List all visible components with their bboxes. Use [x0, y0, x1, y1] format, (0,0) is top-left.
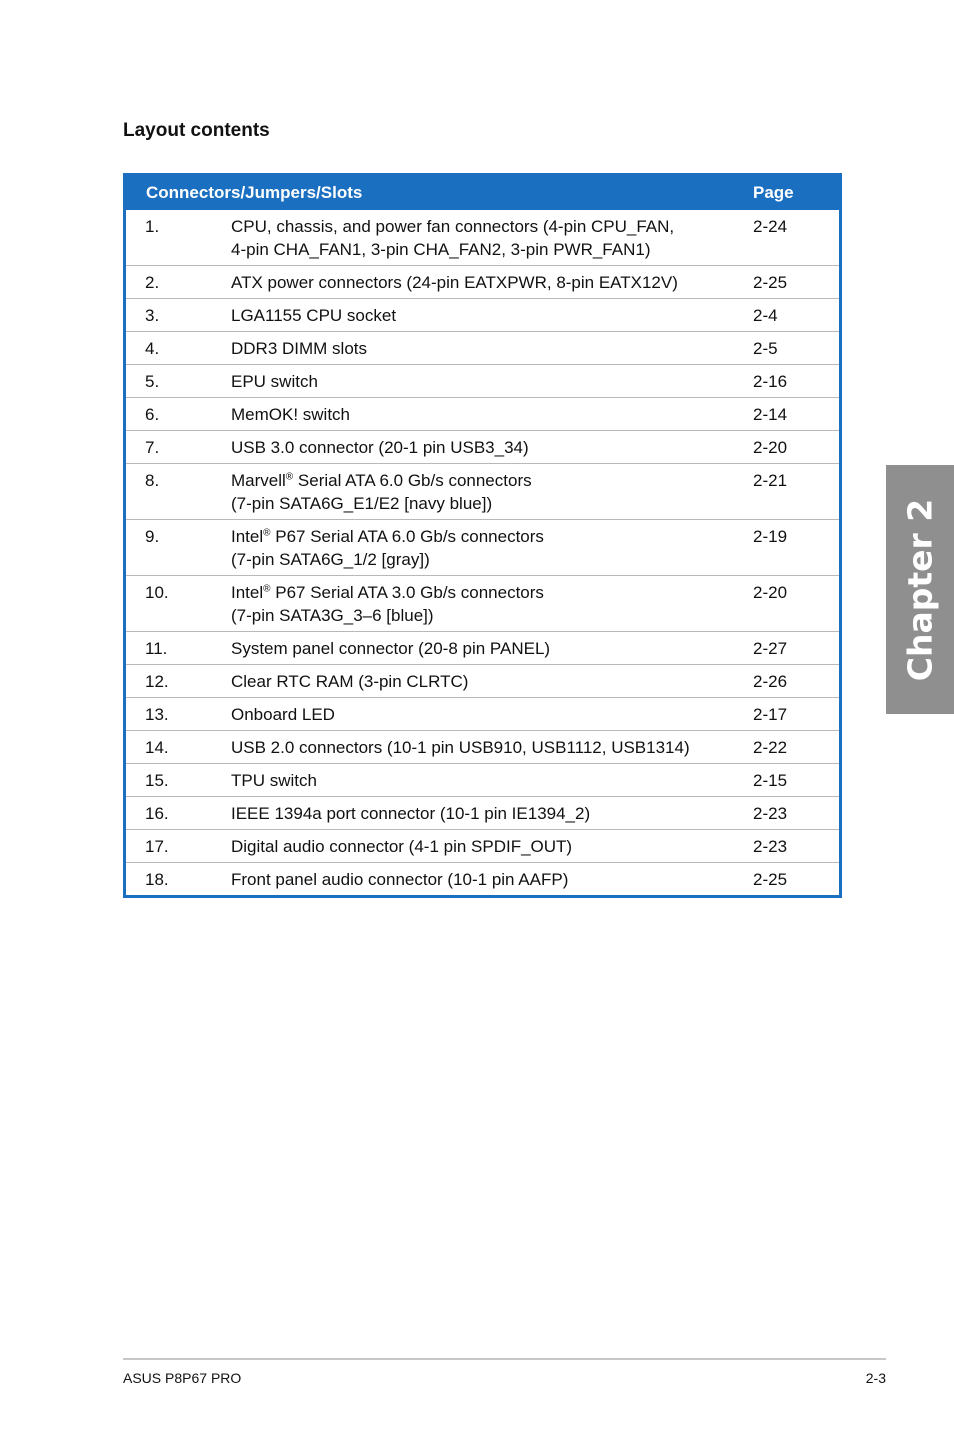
- row-number: 15.: [145, 771, 169, 790]
- row-number: 2.: [145, 273, 160, 292]
- registered-mark: ®: [285, 471, 294, 483]
- row-number: 12.: [145, 672, 169, 691]
- footer-page-number: 2-3: [865, 1370, 886, 1386]
- description-second-line: (7-pin SATA6G_1/2 [gray]): [231, 550, 430, 569]
- table-row: [126, 298, 839, 331]
- row-description: [231, 698, 731, 730]
- table-row: [126, 697, 839, 730]
- table-row: [126, 862, 839, 895]
- description-text: USB 3.0 connector (20-1 pin USB3_34): [231, 438, 529, 457]
- table-row: [126, 331, 839, 364]
- row-number: 3.: [145, 306, 160, 325]
- row-page: 2-14: [753, 405, 788, 424]
- description-text: Front panel audio connector (10-1 pin AAFP): [231, 870, 569, 889]
- row-page: 2-4: [753, 306, 778, 325]
- row-number: 13.: [145, 705, 169, 724]
- row-number: 10.: [145, 583, 169, 602]
- table-row: [126, 519, 839, 575]
- description-text: Intel: [231, 527, 264, 546]
- table-row: [126, 575, 839, 631]
- table-header: [126, 176, 839, 210]
- row-number: 17.: [145, 837, 169, 856]
- row-description: [231, 266, 731, 298]
- row-description: [231, 830, 731, 862]
- header-page: Page: [753, 183, 794, 202]
- row-description: [231, 576, 731, 631]
- table-row: [126, 397, 839, 430]
- row-description: [231, 632, 731, 664]
- layout-contents-table: [123, 173, 842, 898]
- row-page: 2-17: [753, 705, 788, 724]
- row-description: [231, 365, 731, 397]
- table-row: [126, 631, 839, 664]
- description-text: MemOK! switch: [231, 405, 351, 424]
- chapter-tab: [886, 465, 954, 714]
- row-description: [231, 520, 731, 575]
- row-description: [231, 210, 731, 265]
- row-description: [231, 764, 731, 796]
- row-description: [231, 863, 731, 895]
- table-body: [126, 210, 839, 895]
- row-number: 1.: [145, 217, 160, 236]
- row-number: 8.: [145, 471, 160, 490]
- description-text: Marvell: [231, 471, 286, 490]
- table-row: [126, 796, 839, 829]
- row-description: [231, 299, 731, 331]
- registered-mark: ®: [263, 583, 271, 595]
- row-page: 2-20: [753, 583, 788, 602]
- description-text: Clear RTC RAM (3-pin CLRTC): [231, 672, 469, 691]
- row-description: [231, 665, 731, 697]
- row-page: 2-24: [753, 217, 788, 236]
- row-number: 7.: [145, 438, 160, 457]
- table-row: [126, 430, 839, 463]
- row-description: [231, 398, 731, 430]
- row-page: 2-25: [753, 870, 788, 889]
- table-row: [126, 829, 839, 862]
- row-page: 2-26: [753, 672, 788, 691]
- row-description: [231, 431, 731, 463]
- row-page: 2-27: [753, 639, 788, 658]
- row-description: [231, 332, 731, 364]
- description-text-cont: Serial ATA 6.0 Gb/s connectors: [293, 471, 532, 490]
- description-text: CPU, chassis, and power fan connectors (4-pin CPU_FAN,: [231, 217, 675, 236]
- description-text: USB 2.0 connectors (10-1 pin USB910, USB1112, USB1314): [231, 738, 690, 757]
- description-text-cont: P67 Serial ATA 6.0 Gb/s connectors: [270, 527, 544, 546]
- description-text: DDR3 DIMM slots: [231, 339, 368, 358]
- description-text: Onboard LED: [231, 705, 335, 724]
- table-row: [126, 364, 839, 397]
- table-row: [126, 763, 839, 796]
- row-page: 2-25: [753, 273, 788, 292]
- row-number: 9.: [145, 527, 160, 546]
- description-text: System panel connector (20-8 pin PANEL): [231, 639, 551, 658]
- description-text: EPU switch: [231, 372, 318, 391]
- row-description: [231, 797, 731, 829]
- row-number: 18.: [145, 870, 169, 889]
- description-second-line: (7-pin SATA3G_3–6 [blue]): [231, 606, 434, 625]
- row-description: [231, 464, 731, 519]
- row-page: 2-5: [753, 339, 778, 358]
- row-page: 2-20: [753, 438, 788, 457]
- description-second-line: (7-pin SATA6G_E1/E2 [navy blue]): [231, 494, 493, 513]
- table-row: [126, 265, 839, 298]
- description-text: IEEE 1394a port connector (10-1 pin IE1394_2): [231, 804, 591, 823]
- row-page: 2-21: [753, 471, 788, 490]
- description-text: LGA1155 CPU socket: [231, 306, 397, 325]
- section-heading: Layout contents: [123, 120, 270, 141]
- row-page: 2-23: [753, 837, 788, 856]
- row-page: 2-23: [753, 804, 788, 823]
- table-row: [126, 730, 839, 763]
- row-number: 6.: [145, 405, 160, 424]
- footer-divider: [123, 1358, 886, 1360]
- chapter-tab-label: Chapter 2: [900, 498, 940, 681]
- table-row: [126, 210, 839, 265]
- row-description: [231, 731, 731, 763]
- row-number: 4.: [145, 339, 160, 358]
- row-page: 2-15: [753, 771, 788, 790]
- row-number: 5.: [145, 372, 160, 391]
- row-number: 11.: [145, 639, 168, 658]
- description-text: TPU switch: [231, 771, 317, 790]
- table-row: [126, 664, 839, 697]
- row-number: 14.: [145, 738, 169, 757]
- description-text: ATX power connectors (24-pin EATXPWR, 8-pin EATX12V): [231, 273, 678, 292]
- table-row: [126, 463, 839, 519]
- description-second-line: 4-pin CHA_FAN1, 3-pin CHA_FAN2, 3-pin PWR_FAN1): [231, 240, 651, 259]
- description-text: Digital audio connector (4-1 pin SPDIF_OUT): [231, 837, 573, 856]
- row-page: 2-19: [753, 527, 788, 546]
- row-number: 16.: [145, 804, 169, 823]
- registered-mark: ®: [263, 527, 271, 539]
- row-page: 2-16: [753, 372, 788, 391]
- description-text-cont: P67 Serial ATA 3.0 Gb/s connectors: [270, 583, 544, 602]
- footer-product-name: ASUS P8P67 PRO: [123, 1370, 242, 1386]
- description-text: Intel: [231, 583, 264, 602]
- row-page: 2-22: [753, 738, 788, 757]
- header-connectors: Connectors/Jumpers/Slots: [146, 183, 363, 202]
